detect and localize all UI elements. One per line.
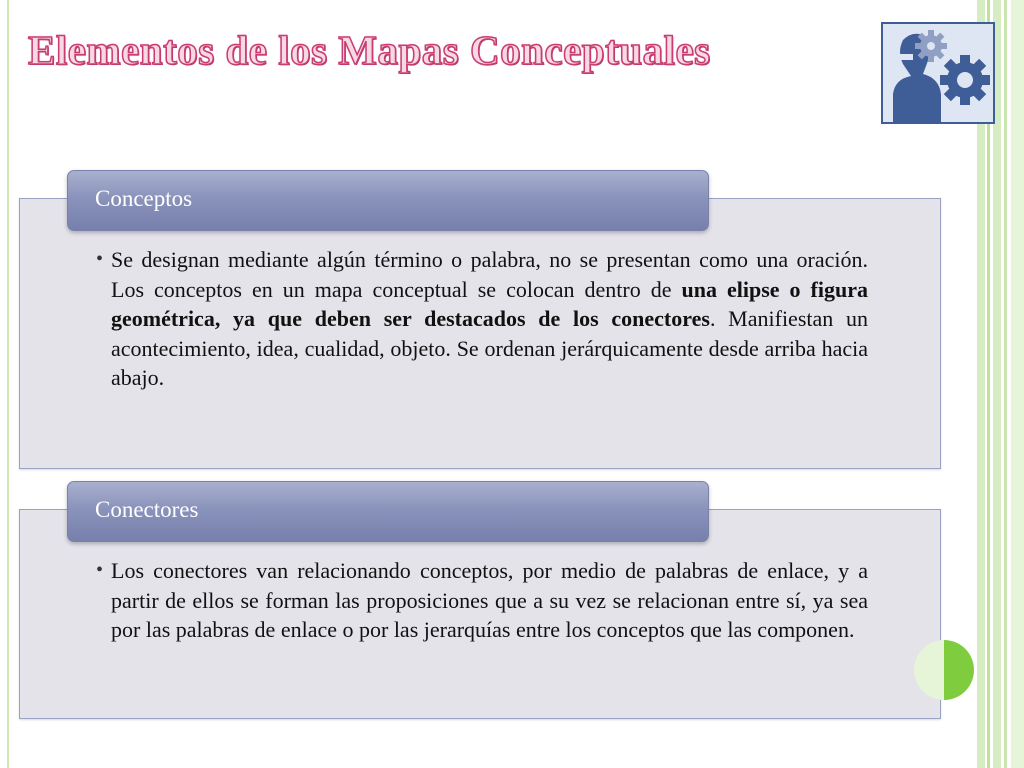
conceptos-header bbox=[67, 170, 709, 231]
conectores-text-part: Los conectores van relacionando conceptos, por medio de palabras de enlace, y a partir de ellos se forman las proposiciones que a su vez se relacionan entre sí, ya sea por las palabras de enlace o por las jerarquías entre los conceptos que las componen. bbox=[111, 558, 868, 642]
conceptos-text-part: . Manifiestan un acontecimiento, idea, cualidad, objeto. Se ordenan jerárquicamente desde arriba hacia abajo. bbox=[111, 306, 868, 390]
decorative-circle bbox=[914, 640, 974, 700]
bullet-icon: • bbox=[96, 559, 104, 581]
business-gears-icon bbox=[881, 22, 995, 124]
conectores-heading: Conectores bbox=[95, 497, 199, 522]
bullet-icon: • bbox=[96, 248, 104, 270]
right-decorative-stripe bbox=[1004, 0, 1007, 768]
conectores-header bbox=[67, 481, 709, 542]
left-decorative-stripe bbox=[7, 0, 9, 768]
conceptos-text-part: Se designan mediante algún término o palabra, no se presentan como una oración. Los conceptos en un mapa conceptual se colocan dentro de bbox=[111, 247, 868, 302]
conceptos-text bbox=[111, 245, 868, 393]
conceptos-heading: Conceptos bbox=[95, 186, 193, 211]
right-decorative-stripe bbox=[1011, 0, 1024, 768]
conceptos-text-emphasis: una elipse o figura geométrica, ya que deben ser destacados de los conectores bbox=[111, 276, 868, 331]
slide-title: Elementos de los Mapas Conceptuales bbox=[28, 27, 711, 73]
conectores-text bbox=[111, 556, 868, 645]
